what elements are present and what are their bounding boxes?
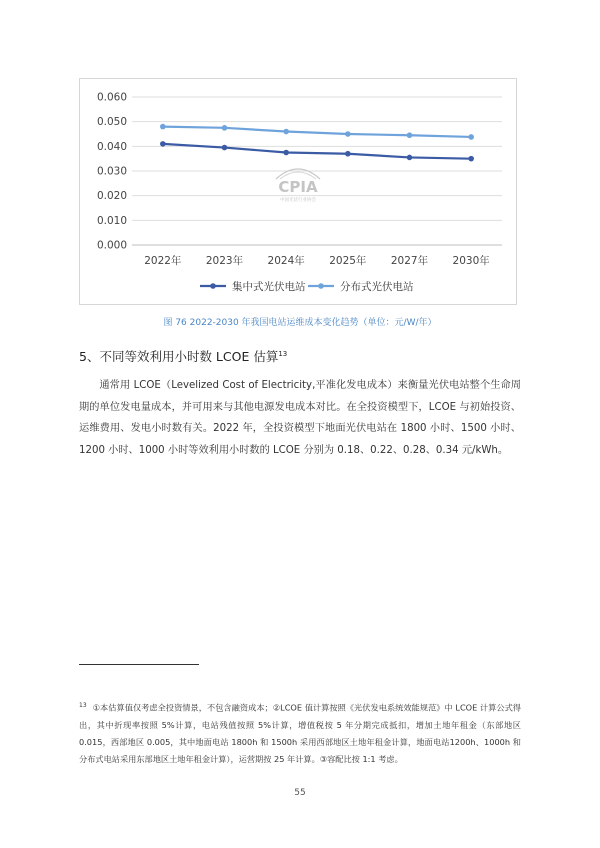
x-tick-label: 2022年 (144, 255, 182, 267)
data-point (160, 141, 166, 147)
y-tick-label: 0.000 (96, 239, 127, 252)
body-paragraph (79, 375, 521, 461)
y-tick-label: 0.060 (96, 91, 127, 104)
series-line-2 (163, 127, 471, 137)
y-tick-label: 0.050 (96, 116, 127, 129)
y-tick-label: 0.010 (96, 214, 127, 227)
data-point (407, 132, 413, 138)
footnote (79, 697, 521, 768)
paragraph-text: 通常用 LCOE（Levelized Cost of Electricity,平准化发电成本）来衡量光伏电站整个生命周期的单位发电量成本，并可用来与其他电源发电成本对比。在全投资模型下，LCOE 与初始投资、运维费用、发电小时数有关。2022 年，全投资模型下地面光伏电站在 1800 小时、1500 小时、1200 小时、1000 小时等效利用小时数的 LCOE 分别为 0.18、0.22、0.28、0.34 元/kWh。 (79, 380, 521, 456)
footnote-number: 13 (79, 702, 87, 709)
data-point (283, 129, 289, 135)
footnote-divider (79, 664, 199, 665)
x-tick-label: 2025年 (329, 255, 367, 267)
data-point (160, 124, 166, 130)
legend-label-2: 分布式光伏电站 (340, 281, 414, 293)
x-tick-label: 2030年 (452, 255, 490, 267)
legend-label-1: 集中式光伏电站 (232, 281, 306, 293)
footnote-text: ①本估算值仅考虑全投资情景，不包含融资成本；②LCOE 值计算按照《光伏发电系统效能规范》中 LCOE 计算公式得出，其中折现率按照 5%计算，电站残值按照 5%计算，增值税按 5 年分期完成抵扣，增加土地年租金（东部地区 0.015，西部地区 0.005，其中地面电站 1800h 和 1500h 采用西部地区土地年租金计算，地面电站1200h、1000h 和分布式电站采用东部地区土地年租金计算），运营期按 25 年计算。③容配比按 1:1 考虑。 (79, 702, 521, 764)
data-point (345, 131, 351, 137)
data-point (222, 145, 228, 151)
footnote-ref: 13 (278, 349, 288, 358)
figure-caption: 图 76 2022-2030 年我国电站运维成本变化趋势（单位：元/W/年） (163, 318, 437, 328)
data-point (345, 151, 351, 157)
x-tick-label: 2023年 (205, 255, 244, 267)
x-tick-label: 2024年 (267, 255, 305, 267)
data-point (468, 134, 474, 140)
chart-container (79, 78, 517, 305)
data-point (468, 156, 474, 162)
line-chart (80, 79, 516, 304)
legend-marker (210, 283, 216, 289)
page-number: 55 (294, 788, 306, 798)
data-point (407, 155, 413, 161)
y-tick-label: 0.020 (96, 190, 127, 203)
y-tick-label: 0.030 (96, 165, 127, 178)
data-point (283, 150, 289, 156)
x-tick-label: 2027年 (390, 255, 429, 267)
watermark-org: 中国光伏行业协会 (280, 198, 316, 203)
y-tick-label: 0.040 (96, 140, 127, 153)
section-heading-text: 5、不同等效利用小时数 LCOE 估算 (79, 349, 279, 364)
section-heading (79, 347, 287, 365)
cpia-watermark (276, 169, 320, 203)
data-point (222, 125, 228, 131)
watermark-logo: CPIA (278, 178, 318, 196)
legend-marker (318, 283, 324, 289)
